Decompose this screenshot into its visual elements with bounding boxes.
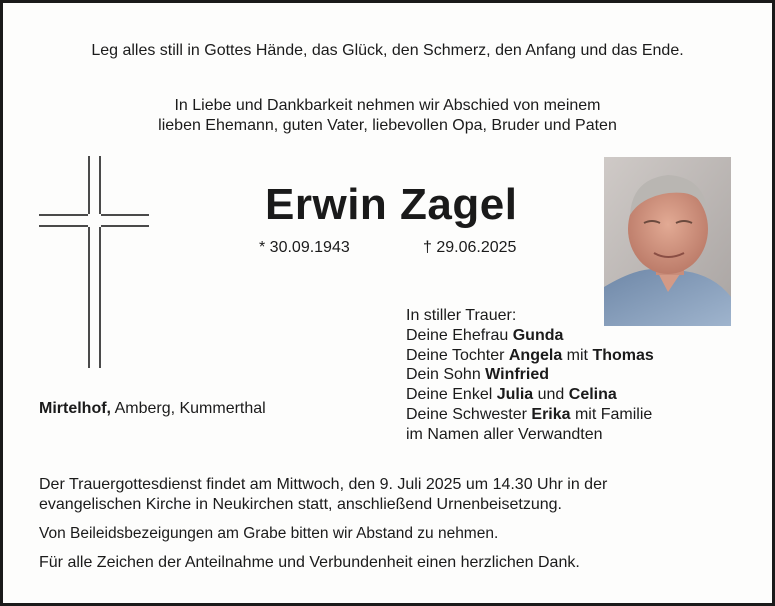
- location: [39, 399, 266, 419]
- mourner-line: im Namen aller Verwandten: [406, 425, 603, 443]
- mourners-list: [406, 306, 654, 445]
- death-date: † 29.06.2025: [423, 239, 517, 256]
- intro-line-2: lieben Ehemann, guten Vater, liebevollen Opa, Bruder und Paten: [158, 117, 617, 134]
- mourner-line: Dein Sohn Winfried: [406, 366, 550, 384]
- mourner-line: Deine Ehefrau Gunda: [406, 326, 564, 344]
- mourner-line: Deine Enkel Julia und Celina: [406, 386, 617, 404]
- service-line-2: evangelischen Kirche in Neukirchen statt, anschließend Urnenbeisetzung.: [39, 496, 562, 513]
- portrait-photo: [604, 157, 731, 326]
- mourner-line: Deine Schwester Erika mit Familie: [406, 405, 653, 423]
- location-village: Mirtelhof,: [39, 400, 111, 417]
- mourner-line: Deine Tochter Angela mit Thomas: [406, 346, 654, 364]
- birth-date: * 30.09.1943: [259, 239, 350, 256]
- deceased-name: Erwin Zagel: [265, 180, 518, 229]
- location-places: Amberg, Kummerthal: [111, 400, 266, 417]
- cross-icon: [39, 156, 149, 368]
- thanks-line: Für alle Zeichen der Anteilnahme und Verbundenheit einen herzlichen Dank.: [39, 554, 580, 571]
- mourners-heading: In stiller Trauer:: [406, 307, 517, 324]
- condolence-note: Von Beileidsbezeigungen am Grabe bitten wir Abstand zu nehmen.: [39, 525, 499, 542]
- intro-line-1: In Liebe und Dankbarkeit nehmen wir Abschied von meinem: [174, 97, 601, 114]
- motto: Leg alles still in Gottes Hände, das Glück, den Schmerz, den Anfang und das Ende.: [91, 42, 684, 59]
- service-line-1: Der Trauergottesdienst findet am Mittwoch, den 9. Juli 2025 um 14.30 Uhr in der: [39, 476, 608, 493]
